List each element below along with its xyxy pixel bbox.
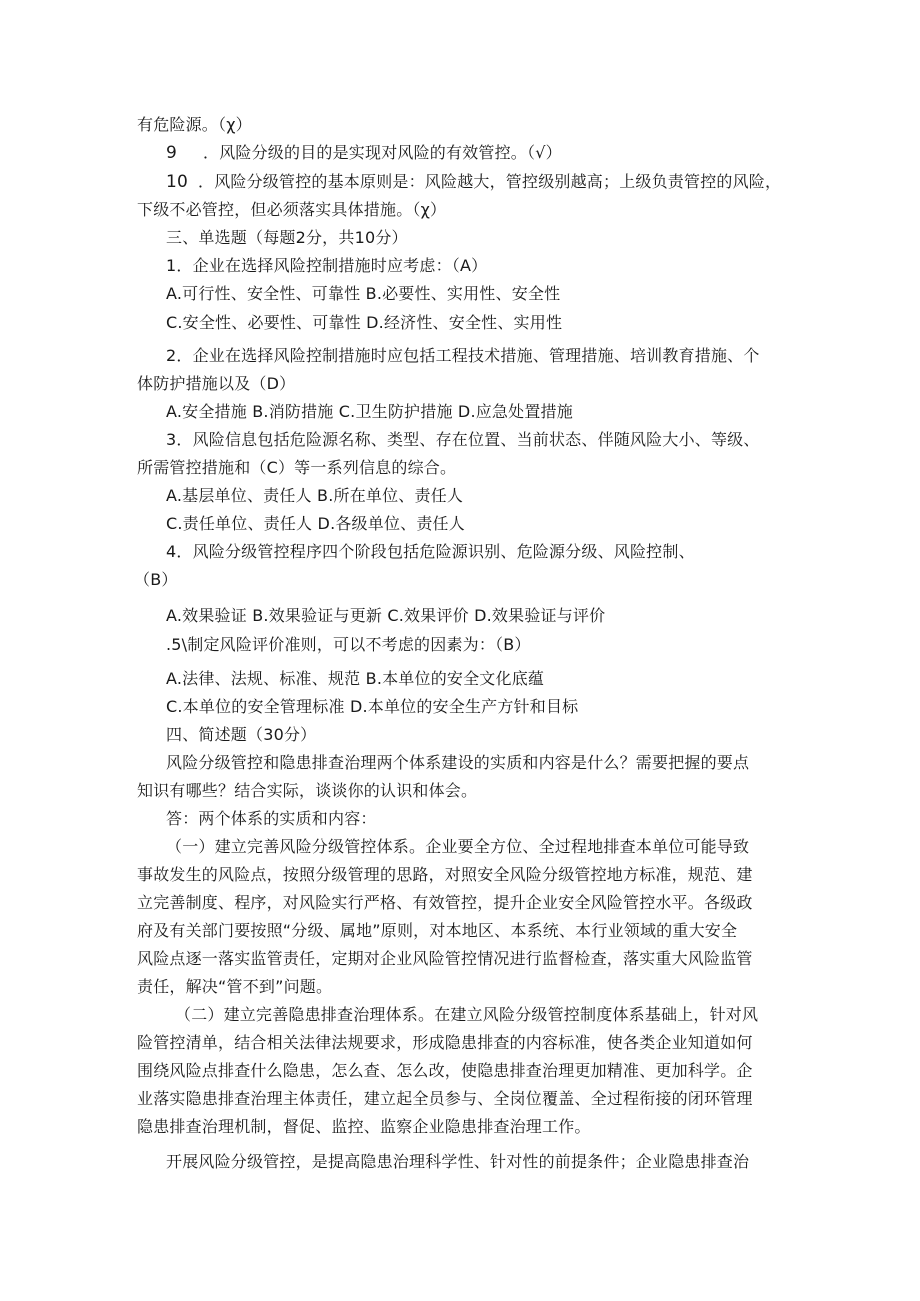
mc-question-2-stem: 2．企业在选择风险控制措施时应包括工程技术措施、管理措施、培训教育措施、个 (166, 346, 760, 365)
mc-question-2-continuation: 体防护措施以及（D） (137, 374, 296, 393)
section-3-heading: 三、单选题（每题2分，共10分） (166, 228, 408, 247)
mc-question-1-options-cd: C.安全性、必要性、可靠性 D.经济性、安全性、实用性 (166, 313, 563, 332)
tf-question-10-number: 10 (166, 172, 189, 192)
answer-para-2-line-3: 围绕风险点排查什么隐患，怎么查、怎么改，使隐患排查治理更加精准、更加科学。企 (137, 1061, 753, 1080)
mc-question-4-continuation: （B） (134, 570, 178, 589)
answer-para-2-line-4: 业落实隐患排查治理主体责任，建立起全员参与、全岗位覆盖、全过程衔接的闭环管理 (137, 1089, 753, 1108)
answer-para-1-line-5: 风险点逐一落实监管责任，定期对企业风险管控情况进行监督检查，落实重大风险监管 (137, 949, 753, 968)
tf-question-10-text: ．风险分级管控的基本原则是：风险越大，管控级别越高；上级负责管控的风险， (198, 172, 782, 191)
mc-question-3-stem: 3．风险信息包括危险源名称、类型、存在位置、当前状态、伴随风险大小、等级、 (166, 430, 760, 449)
mc-question-3-options-ab: A.基层单位、责任人 B.所在单位、责任人 (166, 486, 464, 505)
mc-question-2-options: A.安全措施 B.消防措施 C.卫生防护措施 D.应急处置措施 (166, 402, 573, 421)
mc-question-5-options-cd: C.本单位的安全管理标准 D.本单位的安全生产方针和目标 (166, 697, 579, 716)
mc-question-3-continuation: 所需管控措施和（C）等一系列信息的综合。 (137, 458, 457, 477)
answer-para-1-line-6: 责任，解决“管不到”问题。 (137, 977, 333, 996)
mc-question-1-stem: 1．企业在选择风险控制措施时应考虑：（A） (166, 256, 488, 275)
answer-lead: 答：两个体系的实质和内容： (166, 809, 377, 828)
answer-para-2-line-2: 险管控清单，结合相关法律法规要求，形成隐患排查的内容标准，使各类企业知道如何 (137, 1033, 753, 1052)
essay-question-line-1: 风险分级管控和隐患排查治理两个体系建设的实质和内容是什么？需要把握的要点 (166, 753, 750, 772)
mc-question-4-options: A.效果验证 B.效果验证与更新 C.效果评价 D.效果验证与评价 (166, 606, 606, 625)
tf-question-8-continuation: 有危险源。（χ） (137, 115, 252, 134)
essay-question-line-2: 知识有哪些？结合实际，谈谈你的认识和体会。 (137, 781, 478, 800)
answer-para-1-line-4: 府及有关部门要按照“分级、属地”原则，对本地区、本系统、本行业领域的重大安全 (137, 921, 738, 940)
answer-para-2-line-5: 隐患排查治理机制，督促、监控、监察企业隐患排查治理工作。 (137, 1117, 591, 1136)
mc-question-5-stem: .5\制定风险评价准则，可以不考虑的因素为：（B） (166, 635, 531, 654)
mc-question-5-options-ab: A.法律、法规、标准、规范 B.本单位的安全文化底蕴 (166, 669, 545, 688)
answer-para-1-line-1: （一）建立完善风险分级管控体系。企业要全方位、全过程地排查本单位可能导致 (166, 837, 750, 856)
mc-question-3-options-cd: C.责任单位、责任人 D.各级单位、责任人 (166, 514, 465, 533)
tf-question-9-text: ．风险分级的目的是实现对风险的有效管控。（√） (203, 143, 562, 162)
answer-para-1-line-3: 立完善制度、程序，对风险实行严格、有效管控，提升企业安全风险管控水平。各级政 (137, 893, 753, 912)
answer-para-3-line-1: 开展风险分级管控，是提高隐患治理科学性、针对性的前提条件；企业隐患排查治 (166, 1152, 750, 1171)
section-4-heading: 四、简述题（30分） (166, 725, 317, 744)
tf-question-10-continuation: 下级不必管控，但必须落实具体措施。（χ） (137, 200, 447, 219)
answer-para-2-line-1: （二）建立完善隐患排查治理体系。在建立风险分级管控制度体系基础上，针对风 (175, 1005, 759, 1024)
answer-para-1-line-2: 事故发生的风险点，按照分级管理的思路，对照安全风险分级管控地方标准，规范、建 (137, 865, 753, 884)
tf-question-9-number: 9 (166, 143, 178, 163)
mc-question-4-stem: 4．风险分级管控程序四个阶段包括危险源识别、危险源分级、风险控制、 (166, 542, 695, 561)
mc-question-1-options-ab: A.可行性、安全性、可靠性 B.必要性、实用性、安全性 (166, 284, 561, 303)
